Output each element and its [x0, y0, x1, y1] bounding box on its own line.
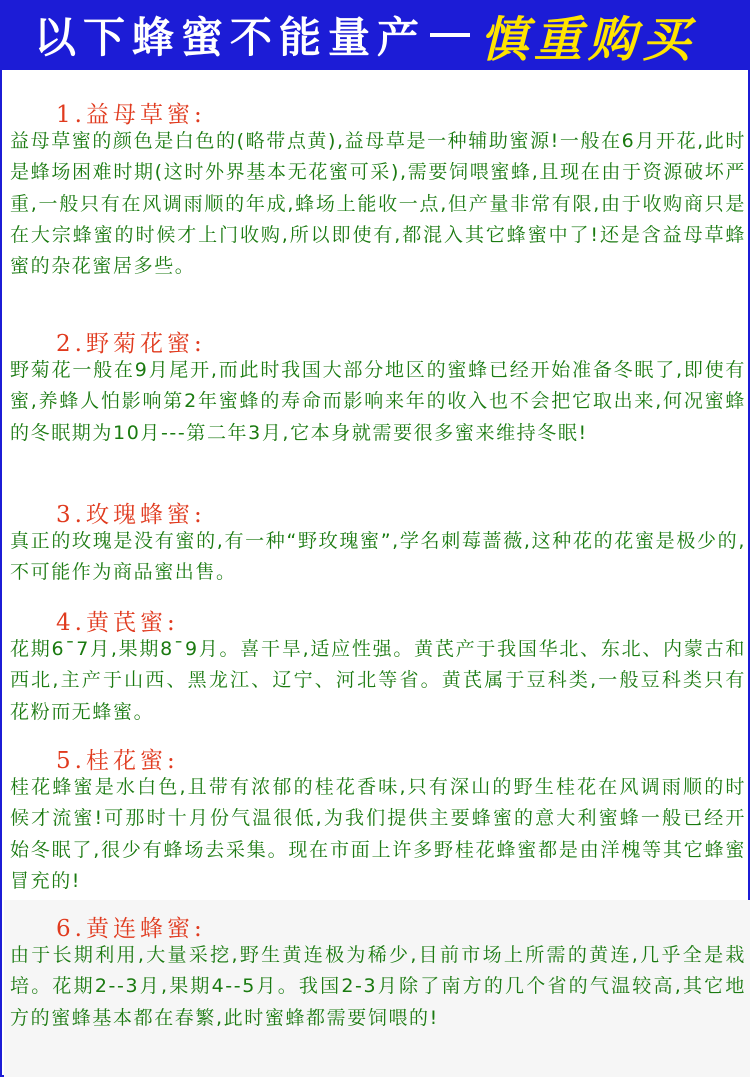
section-heading: 6.黄连蜂蜜: [56, 916, 206, 942]
section-wild-chrysanthemum-honey [4, 320, 750, 490]
section-heading: 3.玫瑰蜂蜜: [56, 502, 206, 528]
section-heading: 4.黄芪蜜: [56, 610, 179, 636]
section-body: 真正的玫瑰是没有蜜的,有一种“野玫瑰蜜”,学名刺莓蔷薇,这种花的花蜜是极少的,不可能作为商品蜜出售。 [10, 530, 746, 584]
content-frame [0, 70, 750, 1077]
section-astragalus-honey [4, 600, 750, 740]
section-body: 由于长期利用,大量采挖,野生黄连极为稀少,目前市场上所需的黄连,几乎全是栽培。花期2--3月,果期4--5月。我国2-3月除了南方的几个省的气温较高,其它地方的蜜蜂基本都在春繁,此时蜜蜂都需要饲喂的! [10, 944, 746, 1029]
section-heading: 5.桂花蜜: [56, 748, 179, 774]
banner-title: 以下蜂蜜不能量产 [34, 13, 427, 62]
section-rose-honey [4, 490, 750, 600]
section-osmanthus-honey [4, 740, 750, 900]
section-body: 益母草蜜的颜色是白色的(略带点黄),益母草是一种辅助蜜源!一般在6月开花,此时是蜂场困难时期(这时外界基本无花蜜可采),需要饲喂蜜蜂,且现在由于资源破坏严重,一般只有在风调雨顺的年成,蜂场上能收一点,但产量非常有限,由于收购商只是在大宗蜂蜜的时候才上门收购,所以即使有,都混入其它蜂蜜中了!还是含益母草蜂蜜的杂花蜜居多些。 [10, 130, 747, 278]
section-body: 桂花蜂蜜是水白色,且带有浓郁的桂花香味,只有深山的野生桂花在风调雨顺的时候才流蜜!可那时十月份气温很低,为我们提供主要蜂蜜的意大利蜜蜂一般已经开始冬眠了,很少有蜂场去采集。现在市面上许多野桂花蜂蜜都是由洋槐等其它蜂蜜冒充的! [10, 776, 746, 892]
section-coptis-honey [4, 900, 750, 1077]
title-banner [0, 0, 750, 70]
section-body: 花期6¯7月,果期8¯9月。喜干旱,适应性强。黄芪产于我国华北、东北、内蒙古和西北,主产于山西、黑龙江、辽宁、河北等省。黄芪属于豆科类,一般豆科类只有花粉而无蜂蜜。 [10, 638, 746, 723]
section-heading: 1.益母草蜜: [56, 102, 206, 128]
banner-accent-title: 慎重购买 [480, 11, 697, 68]
section-motherwort-honey [4, 70, 750, 320]
banner-dash-divider [430, 33, 470, 37]
section-body: 野菊花一般在9月尾开,而此时我国大部分地区的蜜蜂已经开始准备冬眠了,即使有蜜,养蜂人怕影响第2年蜜蜂的寿命而影响来年的收入也不会把它取出来,何况蜜蜂的冬眠期为10月---第二年3月,它本身就需要很多蜜来维持冬眠! [10, 359, 746, 444]
section-heading: 2.野菊花蜜: [56, 331, 206, 357]
